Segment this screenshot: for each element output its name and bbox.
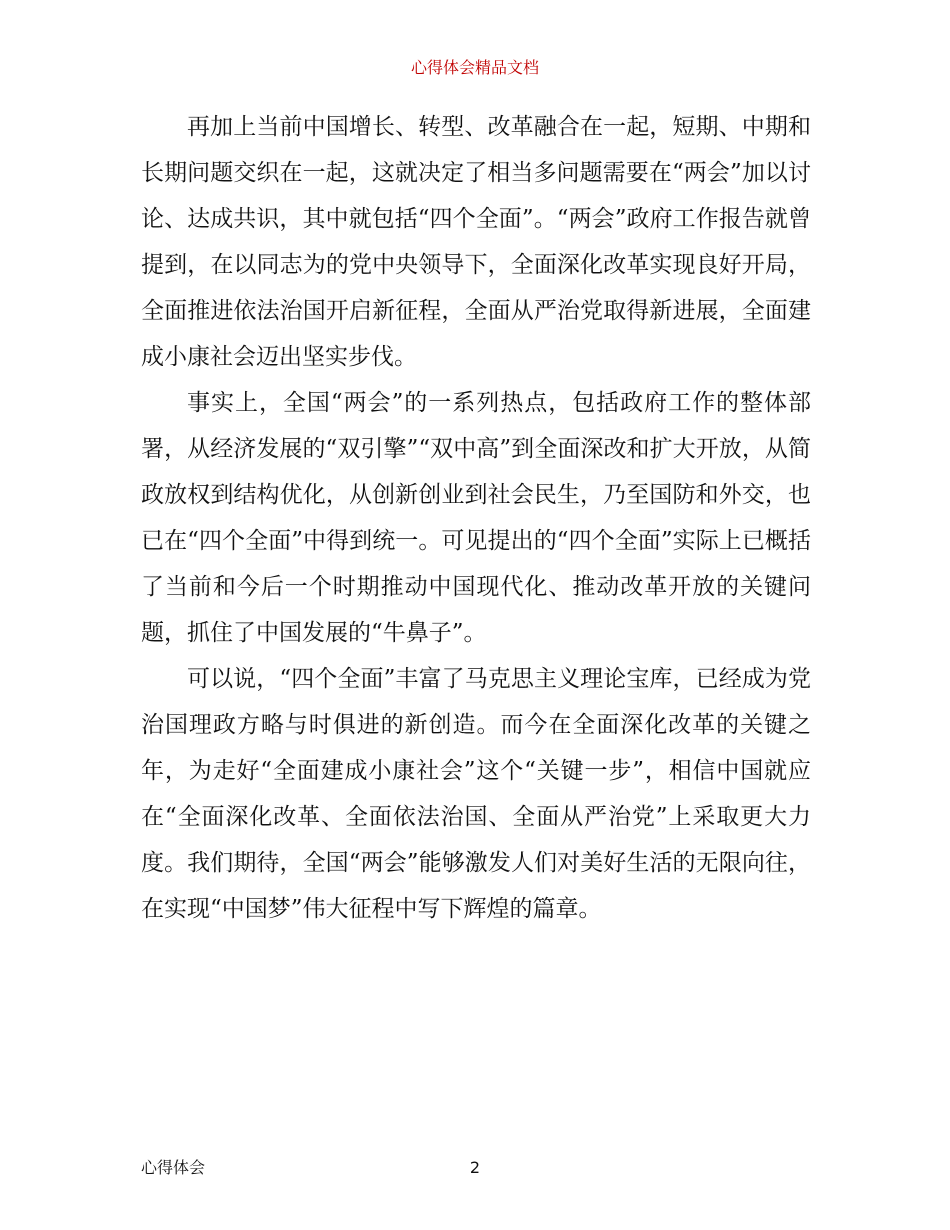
footer-label: 心得体会 [141, 1158, 206, 1177]
page-header: 心得体会精品文档 [410, 58, 539, 77]
paragraph-1: 再加上当前中国增长、转型、改革融合在一起，短期、中期和长期问题交织在一起，这就决定了相当多问题需要在“两会”加以讨论、达成共识，其中就包括“四个全面”。“两会”政府工作报告就曾提到，在以同志为的党中央领导下，全面深化改革实现良好开局，全面推进依法治国开启新征程，全面从严治党取得新进展，全面建成小康社会迈出坚实步伐。 [141, 114, 811, 370]
paragraph-2: 事实上，全国“两会”的一系列热点，包括政府工作的整体部署，从经济发展的“双引擎”“双中高”到全面深改和扩大开放，从简政放权到结构优化，从创新创业到社会民生，乃至国防和外交，也已在“四个全面”中得到统一。可见提出的“四个全面”实际上已概括了当前和今后一个时期推动中国现代化、推动改革开放的关键问题，抓住了中国发展的“牛鼻子”。 [141, 390, 811, 646]
paragraph-3: 可以说，“四个全面”丰富了马克思主义理论宝库，已经成为党治国理政方略与时俱进的新创造。而今在全面深化改革的关键之年，为走好“全面建成小康社会”这个“关键一步”，相信中国就应在“全面深化改革、全面依法治国、全面从严治党”上采取更大力度。我们期待，全国“两会”能够激发人们对美好生活的无限向往，在实现“中国梦”伟大征程中写下辉煌的篇章。 [141, 666, 811, 922]
page-number: 2 [469, 1158, 481, 1177]
document-body [141, 104, 811, 932]
